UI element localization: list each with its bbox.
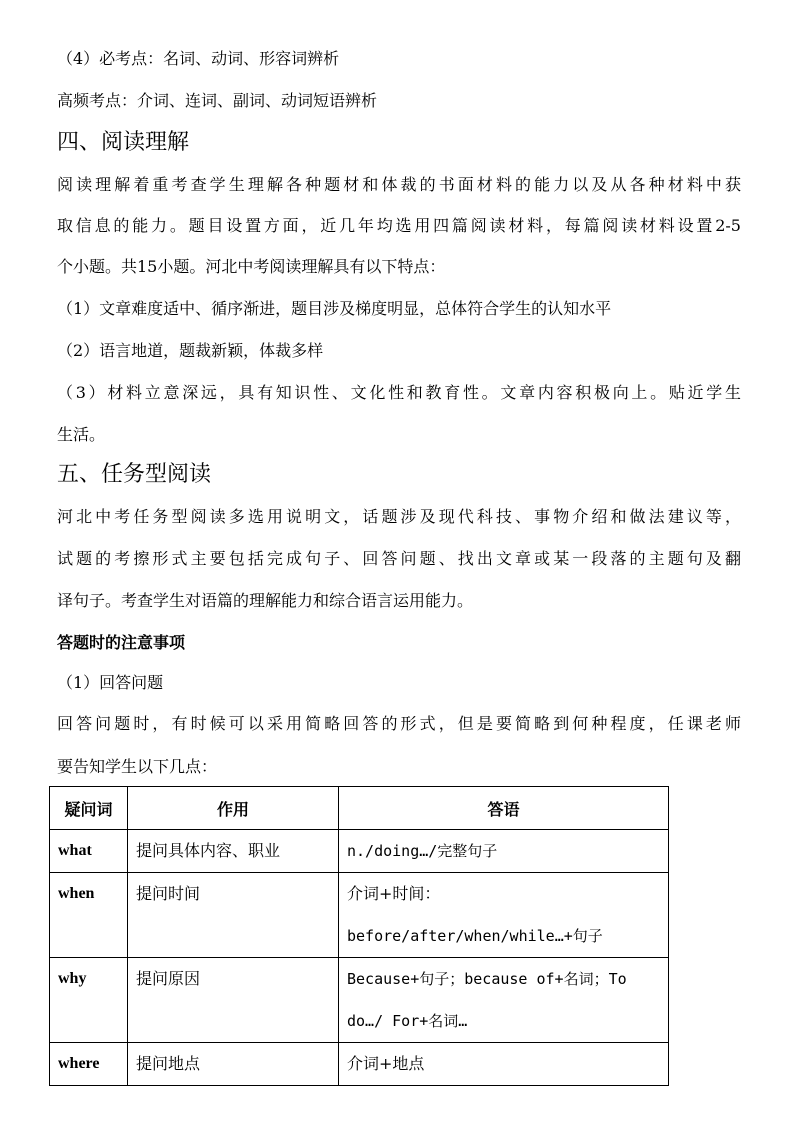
header-function: 作用 [128, 787, 339, 830]
question-word-table [49, 786, 669, 1086]
answer-para-line-1: 回答问题时，有时候可以采用简略回答的形式，但是要简略到何种程度，任课老师 [57, 714, 741, 733]
feature-item-3-cont: 生活。 [57, 425, 106, 444]
feature-item-2: （2）语言地道，题裁新颖，体裁多样 [57, 341, 324, 360]
answer-cell [339, 830, 669, 873]
sub-heading-notes: 答题时的注意事项 [57, 633, 186, 652]
point-line-4: （4）必考点：名词、动词、形容词辨析 [57, 49, 340, 68]
answer-cell [339, 958, 669, 1043]
answer-line: do…/ For+名词… [347, 1012, 468, 1030]
section-heading-task-reading: 五、任务型阅读 [57, 462, 212, 487]
answer-line: n./doing…/完整句子 [347, 842, 498, 860]
feature-item-1: （1）文章难度适中、循序渐进，题目涉及梯度明显，总体符合学生的认知水平 [57, 299, 612, 318]
question-word-cell: what [50, 830, 128, 873]
answer-cell [339, 873, 669, 958]
answer-line: 介词+地点 [347, 1054, 425, 1073]
function-cell: 提问时间 [128, 873, 339, 958]
reading-para-line-1: 阅读理解着重考查学生理解各种题材和体裁的书面材料的能力以及从各种材料中获 [57, 175, 741, 194]
task-para-line-1: 河北中考任务型阅读多选用说明文，话题涉及现代科技、事物介绍和做法建议等， [57, 507, 741, 526]
answer-line: before/after/when/while…+句子 [347, 927, 603, 945]
feature-item-3: （3）材料立意深远，具有知识性、文化性和教育性。文章内容积极向上。贴近学生 [57, 383, 741, 402]
header-question-word: 疑问词 [50, 787, 128, 830]
question-word-cell: where [50, 1043, 128, 1086]
function-cell: 提问原因 [128, 958, 339, 1043]
table-row [50, 873, 669, 958]
table-header-row [50, 787, 669, 830]
answer-line: Because+句子；because of+名词；To [347, 970, 627, 988]
table-row [50, 830, 669, 873]
answer-para-line-2: 要告知学生以下几点： [57, 757, 218, 776]
question-word-cell: why [50, 958, 128, 1043]
reading-para-line-2: 取信息的能力。题目设置方面，近几年均选用四篇阅读材料，每篇阅读材料设置2-5 [57, 216, 741, 235]
reading-para-line-3: 个小题。共15小题。河北中考阅读理解具有以下特点： [57, 257, 446, 276]
function-cell: 提问具体内容、职业 [128, 830, 339, 873]
task-para-line-3: 译句子。考查学生对语篇的理解能力和综合语言运用能力。 [57, 591, 474, 610]
section-heading-reading: 四、阅读理解 [57, 130, 190, 155]
function-cell: 提问地点 [128, 1043, 339, 1086]
question-word-cell: when [50, 873, 128, 958]
header-answer: 答语 [339, 787, 669, 830]
answer-questions-item: （1）回答问题 [57, 673, 164, 692]
task-para-line-2: 试题的考擦形式主要包括完成句子、回答问题、找出文章或某一段落的主题句及翻 [57, 549, 741, 568]
answer-cell [339, 1043, 669, 1086]
answer-line: 介词+时间： [347, 884, 441, 903]
high-frequency-line: 高频考点：介词、连词、副词、动词短语辨析 [57, 91, 378, 110]
table-row [50, 1043, 669, 1086]
table-row [50, 958, 669, 1043]
